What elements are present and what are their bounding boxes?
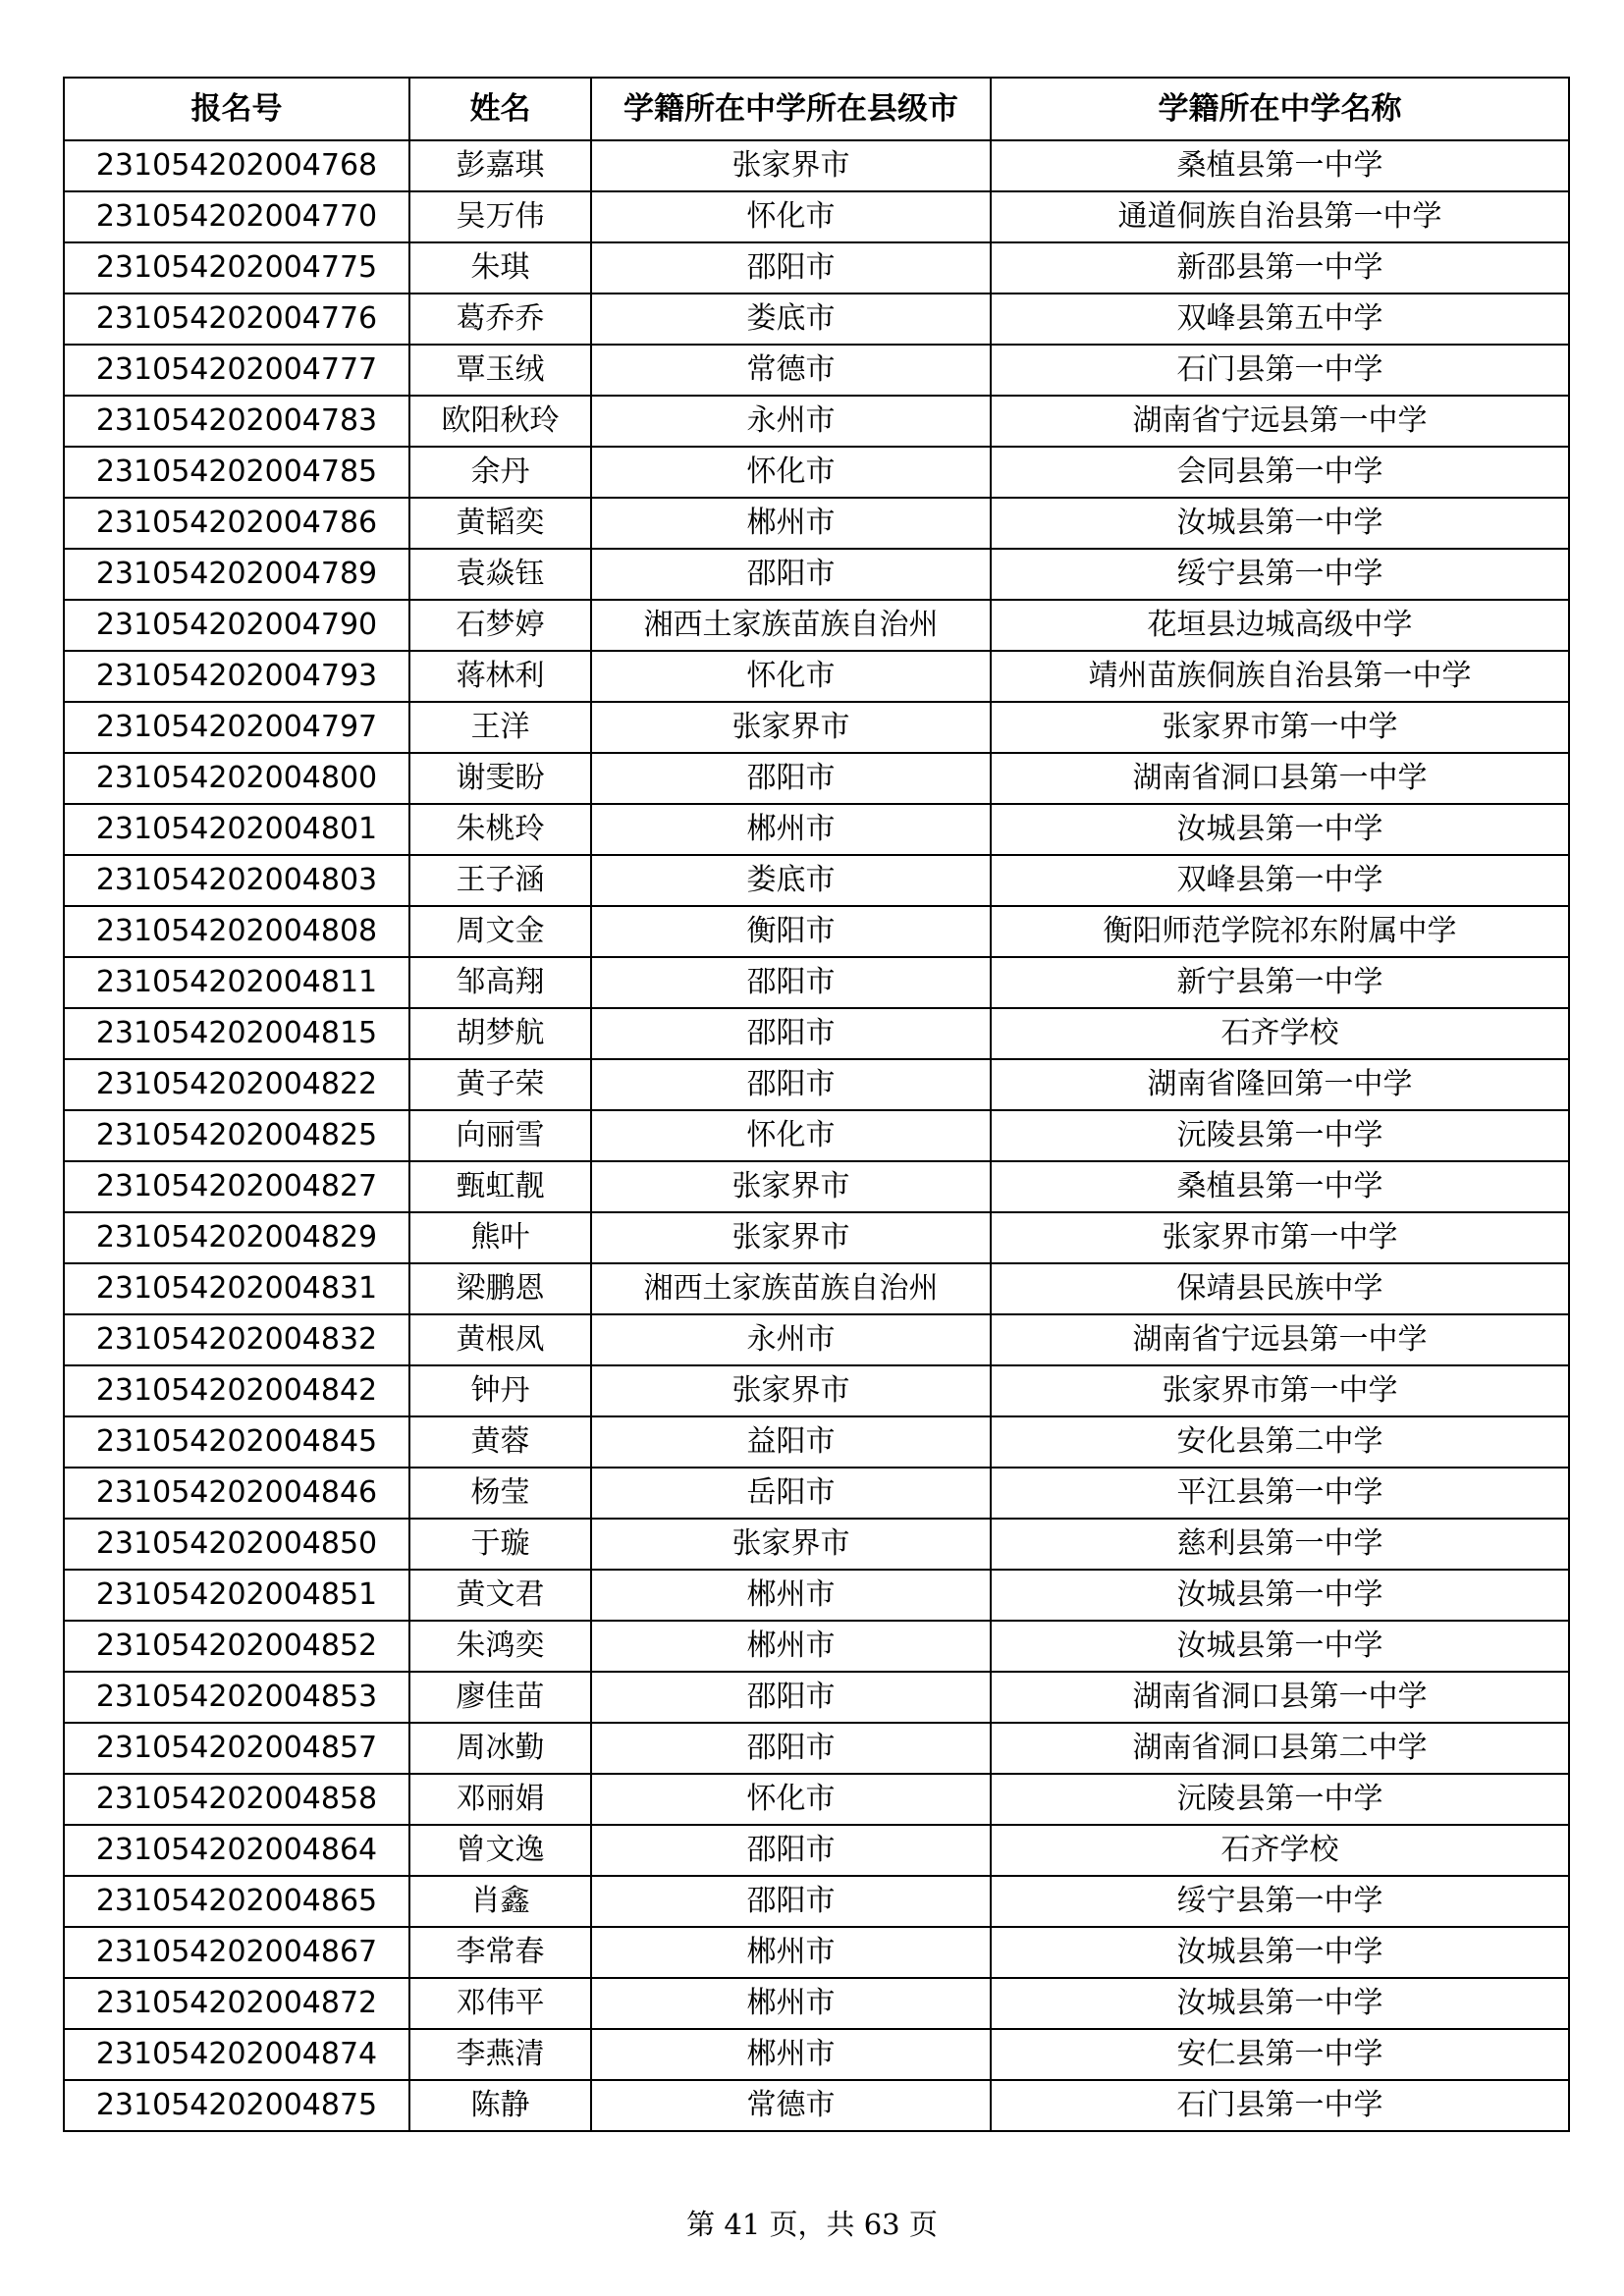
- cell-school-name: 湖南省洞口县第一中学: [991, 1672, 1569, 1723]
- cell-school-name: 花垣县边城高级中学: [991, 600, 1569, 651]
- table-row: [64, 1570, 1569, 1621]
- table-row: [64, 1876, 1569, 1927]
- table-row: [64, 1110, 1569, 1161]
- cell-registration-number: 231054202004875: [64, 2080, 409, 2131]
- cell-school-name: 汝城县第一中学: [991, 1978, 1569, 2029]
- cell-school-city: 郴州市: [591, 804, 991, 855]
- table-row: [64, 1774, 1569, 1825]
- cell-name: 于璇: [409, 1519, 591, 1570]
- cell-school-city: 岳阳市: [591, 1468, 991, 1519]
- cell-school-city: 郴州市: [591, 1978, 991, 2029]
- table-row: [64, 702, 1569, 753]
- cell-name: 黄文君: [409, 1570, 591, 1621]
- cell-school-name: 汝城县第一中学: [991, 498, 1569, 549]
- cell-school-name: 沅陵县第一中学: [991, 1774, 1569, 1825]
- table-row: [64, 1927, 1569, 1978]
- table-body: [64, 140, 1569, 2131]
- header-registration-number: 报名号: [64, 78, 409, 140]
- cell-registration-number: 231054202004800: [64, 753, 409, 804]
- table-row: [64, 600, 1569, 651]
- cell-school-name: 湖南省洞口县第一中学: [991, 753, 1569, 804]
- cell-name: 胡梦航: [409, 1008, 591, 1059]
- cell-school-name: 绥宁县第一中学: [991, 549, 1569, 600]
- cell-school-city: 张家界市: [591, 1161, 991, 1212]
- cell-school-name: 双峰县第五中学: [991, 294, 1569, 345]
- cell-school-city: 怀化市: [591, 1774, 991, 1825]
- cell-registration-number: 231054202004872: [64, 1978, 409, 2029]
- cell-name: 余丹: [409, 447, 591, 498]
- cell-registration-number: 231054202004874: [64, 2029, 409, 2080]
- cell-school-name: 绥宁县第一中学: [991, 1876, 1569, 1927]
- cell-school-name: 湖南省隆回第一中学: [991, 1059, 1569, 1110]
- cell-name: 吴万伟: [409, 191, 591, 242]
- cell-registration-number: 231054202004853: [64, 1672, 409, 1723]
- table-row: [64, 1468, 1569, 1519]
- table-row: [64, 855, 1569, 906]
- cell-school-city: 邵阳市: [591, 1008, 991, 1059]
- table-row: [64, 1621, 1569, 1672]
- table-row: [64, 396, 1569, 447]
- cell-school-name: 衡阳师范学院祁东附属中学: [991, 906, 1569, 957]
- cell-school-city: 娄底市: [591, 294, 991, 345]
- cell-school-city: 郴州市: [591, 1570, 991, 1621]
- table-row: [64, 1008, 1569, 1059]
- cell-registration-number: 231054202004776: [64, 294, 409, 345]
- cell-name: 熊叶: [409, 1212, 591, 1263]
- cell-name: 肖鑫: [409, 1876, 591, 1927]
- table-row: [64, 906, 1569, 957]
- cell-school-name: 石齐学校: [991, 1008, 1569, 1059]
- cell-name: 邓伟平: [409, 1978, 591, 2029]
- cell-school-city: 邵阳市: [591, 1723, 991, 1774]
- cell-registration-number: 231054202004825: [64, 1110, 409, 1161]
- table-row: [64, 191, 1569, 242]
- table-row: [64, 804, 1569, 855]
- cell-school-city: 邵阳市: [591, 957, 991, 1008]
- cell-name: 杨莹: [409, 1468, 591, 1519]
- cell-school-name: 张家界市第一中学: [991, 1212, 1569, 1263]
- cell-school-name: 通道侗族自治县第一中学: [991, 191, 1569, 242]
- cell-registration-number: 231054202004801: [64, 804, 409, 855]
- cell-school-city: 张家界市: [591, 702, 991, 753]
- cell-registration-number: 231054202004864: [64, 1825, 409, 1876]
- cell-registration-number: 231054202004786: [64, 498, 409, 549]
- page-number-footer: 第 41 页，共 63 页: [686, 2208, 938, 2241]
- cell-name: 蒋林利: [409, 651, 591, 702]
- table-row: [64, 2080, 1569, 2131]
- cell-registration-number: 231054202004789: [64, 549, 409, 600]
- cell-name: 梁鹏恩: [409, 1263, 591, 1314]
- cell-registration-number: 231054202004846: [64, 1468, 409, 1519]
- cell-name: 曾文逸: [409, 1825, 591, 1876]
- cell-name: 邓丽娟: [409, 1774, 591, 1825]
- cell-name: 周冰勤: [409, 1723, 591, 1774]
- cell-school-city: 娄底市: [591, 855, 991, 906]
- cell-school-name: 安化县第二中学: [991, 1416, 1569, 1468]
- cell-school-city: 邵阳市: [591, 1059, 991, 1110]
- cell-registration-number: 231054202004811: [64, 957, 409, 1008]
- cell-school-city: 怀化市: [591, 447, 991, 498]
- cell-registration-number: 231054202004803: [64, 855, 409, 906]
- cell-registration-number: 231054202004790: [64, 600, 409, 651]
- cell-school-city: 邵阳市: [591, 1876, 991, 1927]
- cell-school-name: 张家界市第一中学: [991, 1365, 1569, 1416]
- cell-school-city: 常德市: [591, 345, 991, 396]
- cell-school-name: 汝城县第一中学: [991, 1927, 1569, 1978]
- cell-school-city: 邵阳市: [591, 1825, 991, 1876]
- cell-school-city: 郴州市: [591, 1927, 991, 1978]
- cell-school-city: 湘西土家族苗族自治州: [591, 1263, 991, 1314]
- cell-school-city: 邵阳市: [591, 1672, 991, 1723]
- cell-registration-number: 231054202004777: [64, 345, 409, 396]
- cell-school-city: 张家界市: [591, 1519, 991, 1570]
- table-row: [64, 345, 1569, 396]
- table-row: [64, 498, 1569, 549]
- cell-name: 朱鸿奕: [409, 1621, 591, 1672]
- cell-school-name: 湖南省宁远县第一中学: [991, 396, 1569, 447]
- cell-registration-number: 231054202004785: [64, 447, 409, 498]
- cell-school-name: 双峰县第一中学: [991, 855, 1569, 906]
- table-header-row: [64, 78, 1569, 140]
- table-row: [64, 1825, 1569, 1876]
- table-row: [64, 1672, 1569, 1723]
- cell-name: 向丽雪: [409, 1110, 591, 1161]
- cell-name: 彭嘉琪: [409, 140, 591, 191]
- cell-school-name: 张家界市第一中学: [991, 702, 1569, 753]
- table-row: [64, 1519, 1569, 1570]
- cell-registration-number: 231054202004808: [64, 906, 409, 957]
- cell-school-city: 常德市: [591, 2080, 991, 2131]
- cell-school-city: 郴州市: [591, 2029, 991, 2080]
- cell-name: 黄根凤: [409, 1314, 591, 1365]
- cell-school-name: 新宁县第一中学: [991, 957, 1569, 1008]
- table-row: [64, 1978, 1569, 2029]
- cell-name: 甄虹靓: [409, 1161, 591, 1212]
- cell-name: 朱桃玲: [409, 804, 591, 855]
- cell-school-city: 邵阳市: [591, 242, 991, 294]
- table-row: [64, 294, 1569, 345]
- cell-name: 葛乔乔: [409, 294, 591, 345]
- cell-name: 袁焱钰: [409, 549, 591, 600]
- cell-registration-number: 231054202004783: [64, 396, 409, 447]
- cell-name: 谢雯盼: [409, 753, 591, 804]
- cell-school-name: 会同县第一中学: [991, 447, 1569, 498]
- table-row: [64, 549, 1569, 600]
- cell-registration-number: 231054202004815: [64, 1008, 409, 1059]
- table-row: [64, 1365, 1569, 1416]
- cell-school-name: 湖南省宁远县第一中学: [991, 1314, 1569, 1365]
- cell-school-city: 郴州市: [591, 498, 991, 549]
- cell-registration-number: 231054202004867: [64, 1927, 409, 1978]
- cell-registration-number: 231054202004832: [64, 1314, 409, 1365]
- cell-registration-number: 231054202004768: [64, 140, 409, 191]
- table-row: [64, 651, 1569, 702]
- cell-school-name: 石门县第一中学: [991, 2080, 1569, 2131]
- table-row: [64, 140, 1569, 191]
- cell-registration-number: 231054202004852: [64, 1621, 409, 1672]
- table-row: [64, 1723, 1569, 1774]
- cell-registration-number: 231054202004797: [64, 702, 409, 753]
- table-row: [64, 1314, 1569, 1365]
- table-row: [64, 1161, 1569, 1212]
- cell-school-city: 永州市: [591, 396, 991, 447]
- cell-name: 黄蓉: [409, 1416, 591, 1468]
- cell-school-name: 汝城县第一中学: [991, 1570, 1569, 1621]
- cell-school-city: 衡阳市: [591, 906, 991, 957]
- table-row: [64, 1416, 1569, 1468]
- table-row: [64, 1059, 1569, 1110]
- table-row: [64, 242, 1569, 294]
- cell-name: 王子涵: [409, 855, 591, 906]
- cell-registration-number: 231054202004775: [64, 242, 409, 294]
- cell-registration-number: 231054202004831: [64, 1263, 409, 1314]
- cell-name: 廖佳苗: [409, 1672, 591, 1723]
- cell-registration-number: 231054202004770: [64, 191, 409, 242]
- cell-school-city: 怀化市: [591, 651, 991, 702]
- cell-school-city: 邵阳市: [591, 549, 991, 600]
- header-name: 姓名: [409, 78, 591, 140]
- cell-school-city: 张家界市: [591, 1365, 991, 1416]
- cell-registration-number: 231054202004793: [64, 651, 409, 702]
- cell-name: 李燕清: [409, 2029, 591, 2080]
- cell-school-city: 益阳市: [591, 1416, 991, 1468]
- cell-school-city: 怀化市: [591, 1110, 991, 1161]
- cell-name: 邹高翔: [409, 957, 591, 1008]
- cell-school-name: 汝城县第一中学: [991, 1621, 1569, 1672]
- cell-school-city: 永州市: [591, 1314, 991, 1365]
- table-row: [64, 753, 1569, 804]
- cell-registration-number: 231054202004829: [64, 1212, 409, 1263]
- cell-name: 王洋: [409, 702, 591, 753]
- cell-registration-number: 231054202004865: [64, 1876, 409, 1927]
- cell-school-name: 石门县第一中学: [991, 345, 1569, 396]
- cell-name: 覃玉绒: [409, 345, 591, 396]
- cell-school-name: 保靖县民族中学: [991, 1263, 1569, 1314]
- cell-school-name: 靖州苗族侗族自治县第一中学: [991, 651, 1569, 702]
- cell-school-name: 新邵县第一中学: [991, 242, 1569, 294]
- cell-registration-number: 231054202004851: [64, 1570, 409, 1621]
- cell-name: 石梦婷: [409, 600, 591, 651]
- table-row: [64, 1212, 1569, 1263]
- cell-name: 朱琪: [409, 242, 591, 294]
- cell-school-city: 邵阳市: [591, 753, 991, 804]
- cell-registration-number: 231054202004842: [64, 1365, 409, 1416]
- cell-school-city: 怀化市: [591, 191, 991, 242]
- admission-roster-table: [63, 77, 1570, 2132]
- cell-school-name: 沅陵县第一中学: [991, 1110, 1569, 1161]
- cell-school-name: 桑植县第一中学: [991, 140, 1569, 191]
- table-row: [64, 2029, 1569, 2080]
- cell-school-city: 郴州市: [591, 1621, 991, 1672]
- cell-name: 钟丹: [409, 1365, 591, 1416]
- cell-school-name: 汝城县第一中学: [991, 804, 1569, 855]
- cell-name: 李常春: [409, 1927, 591, 1978]
- cell-school-city: 张家界市: [591, 1212, 991, 1263]
- cell-school-name: 慈利县第一中学: [991, 1519, 1569, 1570]
- cell-school-name: 湖南省洞口县第二中学: [991, 1723, 1569, 1774]
- table-row: [64, 1263, 1569, 1314]
- cell-registration-number: 231054202004857: [64, 1723, 409, 1774]
- cell-registration-number: 231054202004845: [64, 1416, 409, 1468]
- cell-registration-number: 231054202004850: [64, 1519, 409, 1570]
- header-school-city: 学籍所在中学所在县级市: [591, 78, 991, 140]
- cell-name: 陈静: [409, 2080, 591, 2131]
- cell-name: 欧阳秋玲: [409, 396, 591, 447]
- table-row: [64, 957, 1569, 1008]
- cell-registration-number: 231054202004822: [64, 1059, 409, 1110]
- cell-name: 黄子荣: [409, 1059, 591, 1110]
- header-school-name: 学籍所在中学名称: [991, 78, 1569, 140]
- cell-school-name: 石齐学校: [991, 1825, 1569, 1876]
- cell-school-city: 湘西土家族苗族自治州: [591, 600, 991, 651]
- cell-registration-number: 231054202004827: [64, 1161, 409, 1212]
- table-row: [64, 447, 1569, 498]
- cell-registration-number: 231054202004858: [64, 1774, 409, 1825]
- cell-school-city: 张家界市: [591, 140, 991, 191]
- cell-school-name: 桑植县第一中学: [991, 1161, 1569, 1212]
- cell-school-name: 安仁县第一中学: [991, 2029, 1569, 2080]
- cell-school-name: 平江县第一中学: [991, 1468, 1569, 1519]
- cell-name: 黄韬奕: [409, 498, 591, 549]
- cell-name: 周文金: [409, 906, 591, 957]
